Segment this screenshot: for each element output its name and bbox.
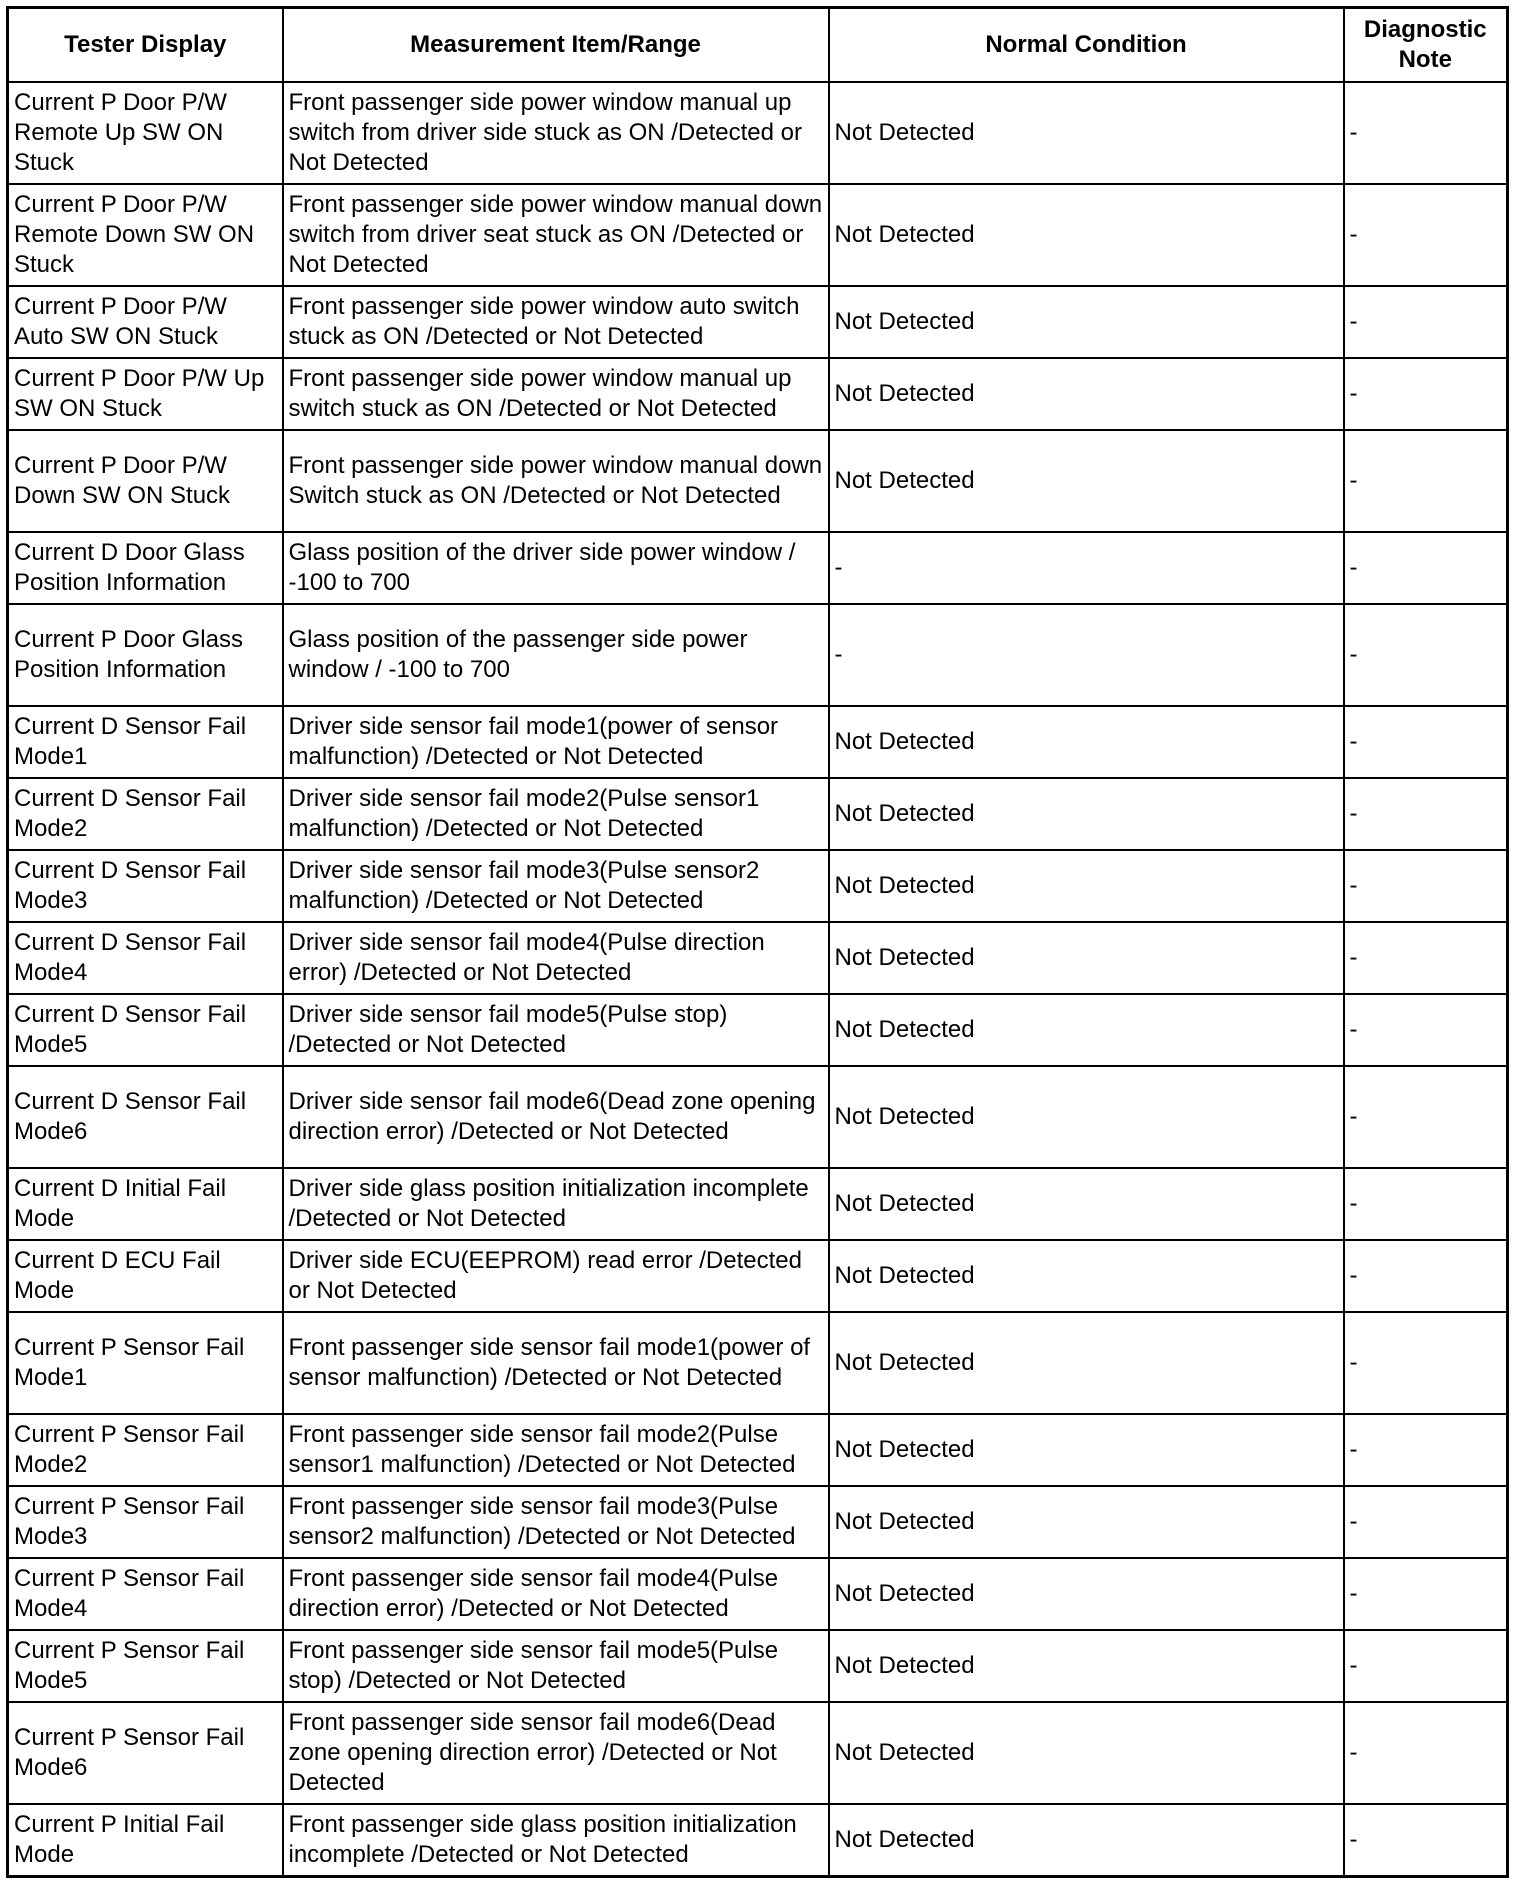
cell-measurement-item: Front passenger side sensor fail mode6(Dead zone opening direction error) /Detected or Not Detected: [283, 1702, 829, 1804]
cell-normal-condition: Not Detected: [829, 850, 1344, 922]
cell-normal-condition: Not Detected: [829, 994, 1344, 1066]
cell-diagnostic-note: -: [1344, 286, 1508, 358]
cell-measurement-item: Front passenger side power window manual down Switch stuck as ON /Detected or Not Detected: [283, 430, 829, 532]
table-row: [8, 1414, 1508, 1486]
cell-measurement-item: Front passenger side sensor fail mode3(Pulse sensor2 malfunction) /Detected or Not Detected: [283, 1486, 829, 1558]
table-row: [8, 358, 1508, 430]
table-header-row: [8, 8, 1508, 82]
cell-measurement-item: Glass position of the passenger side power window / -100 to 700: [283, 604, 829, 706]
table-row: [8, 850, 1508, 922]
cell-normal-condition: Not Detected: [829, 1240, 1344, 1312]
cell-diagnostic-note: -: [1344, 430, 1508, 532]
cell-diagnostic-note: -: [1344, 1168, 1508, 1240]
cell-diagnostic-note: -: [1344, 1630, 1508, 1702]
cell-tester-display: Current P Initial Fail Mode: [8, 1804, 283, 1876]
cell-normal-condition: Not Detected: [829, 1168, 1344, 1240]
cell-measurement-item: Front passenger side glass position initialization incomplete /Detected or Not Detected: [283, 1804, 829, 1876]
table-row: [8, 184, 1508, 286]
cell-measurement-item: Driver side sensor fail mode2(Pulse sensor1 malfunction) /Detected or Not Detected: [283, 778, 829, 850]
cell-measurement-item: Front passenger side power window manual down switch from driver seat stuck as ON /Detected or Not Detected: [283, 184, 829, 286]
table-row: [8, 1240, 1508, 1312]
table-row: [8, 604, 1508, 706]
cell-tester-display: Current D Sensor Fail Mode4: [8, 922, 283, 994]
cell-tester-display: Current P Door P/W Remote Down SW ON Stuck: [8, 184, 283, 286]
cell-diagnostic-note: -: [1344, 1240, 1508, 1312]
cell-normal-condition: -: [829, 532, 1344, 604]
cell-diagnostic-note: -: [1344, 850, 1508, 922]
cell-tester-display: Current D Sensor Fail Mode1: [8, 706, 283, 778]
cell-normal-condition: Not Detected: [829, 82, 1344, 184]
table-row: [8, 1558, 1508, 1630]
cell-normal-condition: Not Detected: [829, 706, 1344, 778]
cell-measurement-item: Front passenger side sensor fail mode4(Pulse direction error) /Detected or Not Detected: [283, 1558, 829, 1630]
cell-normal-condition: Not Detected: [829, 1066, 1344, 1168]
cell-diagnostic-note: -: [1344, 922, 1508, 994]
table-row: [8, 286, 1508, 358]
cell-diagnostic-note: -: [1344, 1702, 1508, 1804]
cell-tester-display: Current P Sensor Fail Mode5: [8, 1630, 283, 1702]
table-row: [8, 1168, 1508, 1240]
cell-normal-condition: Not Detected: [829, 1414, 1344, 1486]
cell-tester-display: Current P Sensor Fail Mode3: [8, 1486, 283, 1558]
cell-normal-condition: Not Detected: [829, 184, 1344, 286]
cell-measurement-item: Driver side sensor fail mode3(Pulse sensor2 malfunction) /Detected or Not Detected: [283, 850, 829, 922]
table-row: [8, 994, 1508, 1066]
table-row: [8, 1702, 1508, 1804]
cell-tester-display: Current P Sensor Fail Mode2: [8, 1414, 283, 1486]
cell-diagnostic-note: -: [1344, 82, 1508, 184]
cell-measurement-item: Driver side sensor fail mode4(Pulse direction error) /Detected or Not Detected: [283, 922, 829, 994]
cell-tester-display: Current D Door Glass Position Information: [8, 532, 283, 604]
data-table: [6, 6, 1509, 1878]
header-tester-display: Tester Display: [8, 8, 283, 82]
table-row: [8, 430, 1508, 532]
cell-diagnostic-note: -: [1344, 778, 1508, 850]
cell-measurement-item: Front passenger side sensor fail mode5(Pulse stop) /Detected or Not Detected: [283, 1630, 829, 1702]
table-row: [8, 706, 1508, 778]
cell-tester-display: Current D Sensor Fail Mode3: [8, 850, 283, 922]
cell-diagnostic-note: -: [1344, 1486, 1508, 1558]
cell-tester-display: Current P Door P/W Remote Up SW ON Stuck: [8, 82, 283, 184]
cell-diagnostic-note: -: [1344, 532, 1508, 604]
document-page: [6, 6, 1506, 1878]
cell-normal-condition: Not Detected: [829, 1486, 1344, 1558]
table-row: [8, 1312, 1508, 1414]
cell-diagnostic-note: -: [1344, 1558, 1508, 1630]
cell-tester-display: Current P Sensor Fail Mode4: [8, 1558, 283, 1630]
table-row: [8, 1486, 1508, 1558]
header-diagnostic-note: Diagnostic Note: [1344, 8, 1508, 82]
cell-measurement-item: Glass position of the driver side power window / -100 to 700: [283, 532, 829, 604]
cell-measurement-item: Front passenger side sensor fail mode2(Pulse sensor1 malfunction) /Detected or Not Detected: [283, 1414, 829, 1486]
cell-diagnostic-note: -: [1344, 1066, 1508, 1168]
cell-tester-display: Current D Sensor Fail Mode5: [8, 994, 283, 1066]
cell-diagnostic-note: -: [1344, 1414, 1508, 1486]
cell-tester-display: Current P Door P/W Down SW ON Stuck: [8, 430, 283, 532]
header-normal-condition: Normal Condition: [829, 8, 1344, 82]
cell-diagnostic-note: -: [1344, 706, 1508, 778]
cell-measurement-item: Front passenger side power window manual up switch stuck as ON /Detected or Not Detected: [283, 358, 829, 430]
cell-tester-display: Current P Sensor Fail Mode1: [8, 1312, 283, 1414]
cell-normal-condition: Not Detected: [829, 922, 1344, 994]
cell-tester-display: Current P Sensor Fail Mode6: [8, 1702, 283, 1804]
cell-diagnostic-note: -: [1344, 1804, 1508, 1876]
table-row: [8, 532, 1508, 604]
cell-tester-display: Current D Sensor Fail Mode2: [8, 778, 283, 850]
cell-measurement-item: Front passenger side power window auto switch stuck as ON /Detected or Not Detected: [283, 286, 829, 358]
cell-tester-display: Current D ECU Fail Mode: [8, 1240, 283, 1312]
cell-normal-condition: Not Detected: [829, 430, 1344, 532]
cell-measurement-item: Driver side sensor fail mode5(Pulse stop) /Detected or Not Detected: [283, 994, 829, 1066]
cell-measurement-item: Front passenger side power window manual up switch from driver side stuck as ON /Detected or Not Detected: [283, 82, 829, 184]
cell-normal-condition: Not Detected: [829, 778, 1344, 850]
table-row: [8, 922, 1508, 994]
cell-diagnostic-note: -: [1344, 994, 1508, 1066]
cell-diagnostic-note: -: [1344, 358, 1508, 430]
cell-normal-condition: Not Detected: [829, 1804, 1344, 1876]
table-row: [8, 778, 1508, 850]
cell-normal-condition: Not Detected: [829, 1630, 1344, 1702]
cell-measurement-item: Driver side glass position initialization incomplete /Detected or Not Detected: [283, 1168, 829, 1240]
cell-measurement-item: Driver side sensor fail mode6(Dead zone opening direction error) /Detected or Not Detected: [283, 1066, 829, 1168]
cell-measurement-item: Driver side ECU(EEPROM) read error /Detected or Not Detected: [283, 1240, 829, 1312]
cell-normal-condition: -: [829, 604, 1344, 706]
cell-measurement-item: Driver side sensor fail mode1(power of sensor malfunction) /Detected or Not Detected: [283, 706, 829, 778]
cell-tester-display: Current P Door P/W Up SW ON Stuck: [8, 358, 283, 430]
cell-normal-condition: Not Detected: [829, 1702, 1344, 1804]
cell-diagnostic-note: -: [1344, 604, 1508, 706]
cell-tester-display: Current P Door Glass Position Information: [8, 604, 283, 706]
table-row: [8, 82, 1508, 184]
cell-tester-display: Current D Sensor Fail Mode6: [8, 1066, 283, 1168]
cell-diagnostic-note: -: [1344, 184, 1508, 286]
cell-measurement-item: Front passenger side sensor fail mode1(power of sensor malfunction) /Detected or Not Detected: [283, 1312, 829, 1414]
header-measurement-item: Measurement Item/Range: [283, 8, 829, 82]
cell-normal-condition: Not Detected: [829, 286, 1344, 358]
cell-normal-condition: Not Detected: [829, 358, 1344, 430]
cell-diagnostic-note: -: [1344, 1312, 1508, 1414]
cell-tester-display: Current D Initial Fail Mode: [8, 1168, 283, 1240]
cell-normal-condition: Not Detected: [829, 1558, 1344, 1630]
table-row: [8, 1804, 1508, 1876]
table-row: [8, 1630, 1508, 1702]
cell-normal-condition: Not Detected: [829, 1312, 1344, 1414]
cell-tester-display: Current P Door P/W Auto SW ON Stuck: [8, 286, 283, 358]
table-row: [8, 1066, 1508, 1168]
